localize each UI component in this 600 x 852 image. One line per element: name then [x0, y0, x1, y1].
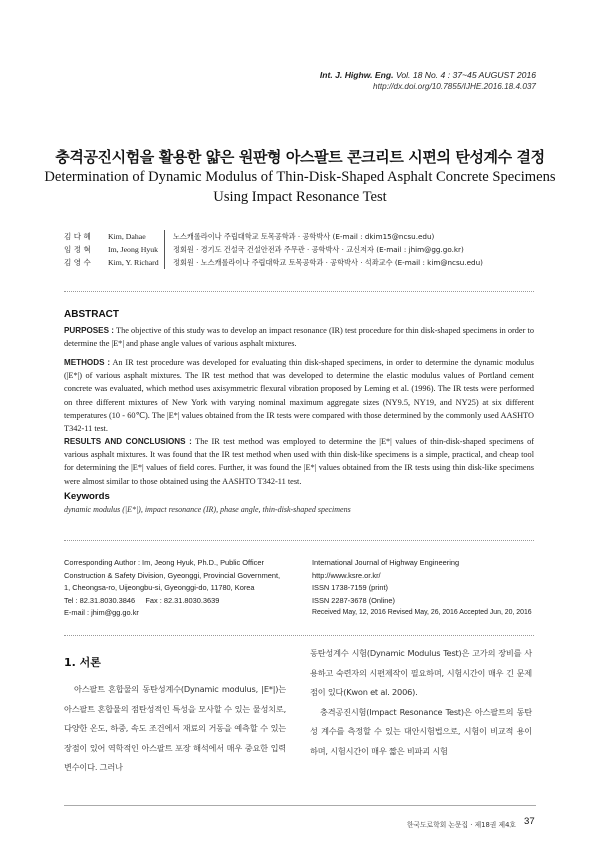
- title-english-line-1: Determination of Dynamic Modulus of Thin-Disk-Shaped Asphalt Concrete Specimens: [44, 169, 556, 185]
- section-heading-introduction: 1. 서론: [64, 656, 101, 669]
- body-paragraph: 아스팔트 혼합물의 동탄성계수(Dynamic modulus, |E*|)는 아스팔트 혼합물의 점탄성적인 특성을 모사할 수 있는 물성치로, 다양한 온도, 하중, 속도 조건에서 재료의 거동을 예측할 수 있는 장점이 있어 역학적인 아스팔트 포장 해석에서 매우 중요한 입력변수이다. 그러나: [64, 684, 286, 773]
- abstract-heading: ABSTRACT: [64, 309, 119, 320]
- footer-rule: [64, 805, 536, 806]
- corr-email[interactable]: E-mail : jhim@gg.go.kr: [64, 608, 139, 618]
- methods-text: An IR test procedure was developed for evaluating thin disk-shaped specimens, in order to determine the dynamic modulus (|E*|) of various asphalt mixtures. The IR test method that was developed to determine the elastic modulus values of Portland cement concrete was evaluated, which method uses axisymmetric flexural vibration proposed by Leming et al. (1996). The IR tests were performed on three different mixtures of New York with varying nominal maximum aggregate sizes (NY9.5, NY19, and NY25) at six different temperatures (10 - 60℃). The |E*| values obtained from the IR tests were compared with those determined by the commonly used AASHTO T342-11 test.: [64, 358, 535, 434]
- author-affiliation: 정회원 · 노스캐롤라이나 주립대학교 토목공학과 · 공학박사 · 석좌교수 (E-mail : kim@ncsu.edu): [173, 258, 483, 267]
- author-name-en: Kim, Dahae: [108, 232, 146, 241]
- body-paragraph: 충격공진시험(Impact Resonance Test)은 아스팔트의 동탄성 계수를 측정할 수 있는 대안시험법으로, 시험이 비교적 용이하며, 시험시간이 매우 짧은 비파괴 시험: [310, 706, 532, 756]
- body-column-right: [310, 644, 532, 762]
- author-affiliation: 노스캐롤라이나 주립대학교 토목공학과 · 공학박사 (E-mail : dkim15@ncsu.edu): [173, 232, 435, 241]
- corr-line: 1, Cheongsa-ro, Uijeongbu-si, Gyeonggi-do, 11780, Korea: [64, 583, 255, 593]
- methods-label: METHODS :: [64, 358, 111, 367]
- body-column-left: [64, 680, 286, 778]
- results-text: The IR test method was employed to determine the |E*| values of thin-disk-shaped specimens of various asphalt mixtures. It was found that the IR test method when used with thin disk-like specimens is a simple, practical, and cheap tool for determining the |E*| values of field cores. Further, it was found the |E*| values obtained from the IR tests using thin disk-like specimens were almost similar to those obtained using the AASHTO T342-11 test.: [64, 437, 535, 486]
- abstract-methods: [64, 356, 534, 435]
- author-row: [64, 243, 544, 256]
- body-paragraph: 동탄성계수 시험(Dynamic Modulus Test)은 고가의 장비를 사용하고 숙련자의 시편제작이 필요하며, 시험시간이 매우 긴 문제점이 있다(Kwon et al. 2006).: [310, 648, 532, 698]
- author-name-en: Im, Jeong Hyuk: [108, 245, 159, 254]
- keywords-heading: Keywords: [64, 491, 110, 502]
- purposes-text: The objective of this study was to develop an impact resonance (IR) test procedure for thin disk-shaped specimens in order to determine the |E*| and phase angle values of various asphalt mixtures.: [64, 326, 534, 349]
- page-number: 37: [524, 816, 535, 827]
- journal-title: International Journal of Highway Engineering: [312, 558, 460, 567]
- author-name-en: Kim, Y. Richard: [108, 258, 159, 267]
- keywords-text: dynamic modulus (|E*|), impact resonance (IR), phase angle, thin-disk-shaped specimens: [64, 505, 351, 514]
- journal-info-block: [312, 557, 552, 620]
- author-divider: [164, 230, 165, 243]
- journal-name: Int. J. Highw. Eng.: [319, 70, 394, 80]
- footer-journal: 한국도로학회 논문집 · 제18권 제4호: [406, 821, 516, 829]
- purposes-label: PURPOSES :: [64, 326, 114, 335]
- title-korean: 충격공진시험을 활용한 얇은 원판형 아스팔트 콘크리트 시편의 탄성계수 결정: [55, 148, 545, 166]
- author-row: [64, 256, 544, 269]
- author-list: [64, 230, 544, 269]
- volume-issue: Vol. 18 No. 4 : 37~45 AUGUST 2016: [395, 70, 536, 80]
- author-divider: [164, 243, 165, 256]
- author-name-ko: 김 다 혜: [64, 232, 91, 241]
- author-name-ko: 임 정 혁: [64, 245, 91, 254]
- author-name-ko: 김 영 수: [64, 258, 91, 267]
- title-english-line-2: Using Impact Resonance Test: [213, 189, 387, 205]
- issn-print: ISSN 1738-7159 (print): [312, 583, 388, 593]
- journal-citation: [320, 70, 536, 80]
- corresponding-author-block: [64, 557, 294, 620]
- journal-url[interactable]: http://www.ksre.or.kr/: [312, 570, 381, 580]
- author-affiliation: 정회원 · 경기도 건설국 건설안전과 주무관 · 공학박사 · 교신저자 (E-mail : jhim@gg.go.kr): [173, 245, 464, 254]
- divider-dotted: [64, 635, 534, 636]
- divider-dotted: [64, 540, 534, 541]
- abstract-results: [64, 435, 534, 488]
- divider-dotted: [64, 291, 534, 292]
- corr-line: Construction & Safety Division, Gyeonggi, Provincial Government,: [64, 570, 281, 580]
- corr-line: Tel : 82.31.8030.3846 Fax : 82.31.8030.3639: [64, 595, 220, 605]
- doi-link[interactable]: http://dx.doi.org/10.7855/IJHE.2016.18.4.037: [373, 82, 536, 91]
- abstract-purposes: [64, 324, 534, 350]
- author-divider: [164, 256, 165, 269]
- issn-online: ISSN 2287-3678 (Online): [312, 595, 395, 605]
- results-label: RESULTS AND CONCLUSIONS :: [64, 437, 192, 446]
- corr-line: Corresponding Author : Im, Jeong Hyuk, Ph.D., Public Officer: [64, 558, 264, 567]
- author-row: [64, 230, 544, 243]
- received-dates: Received May, 12, 2016 Revised May, 26, 2016 Accepted Jun, 20, 2016: [312, 609, 532, 617]
